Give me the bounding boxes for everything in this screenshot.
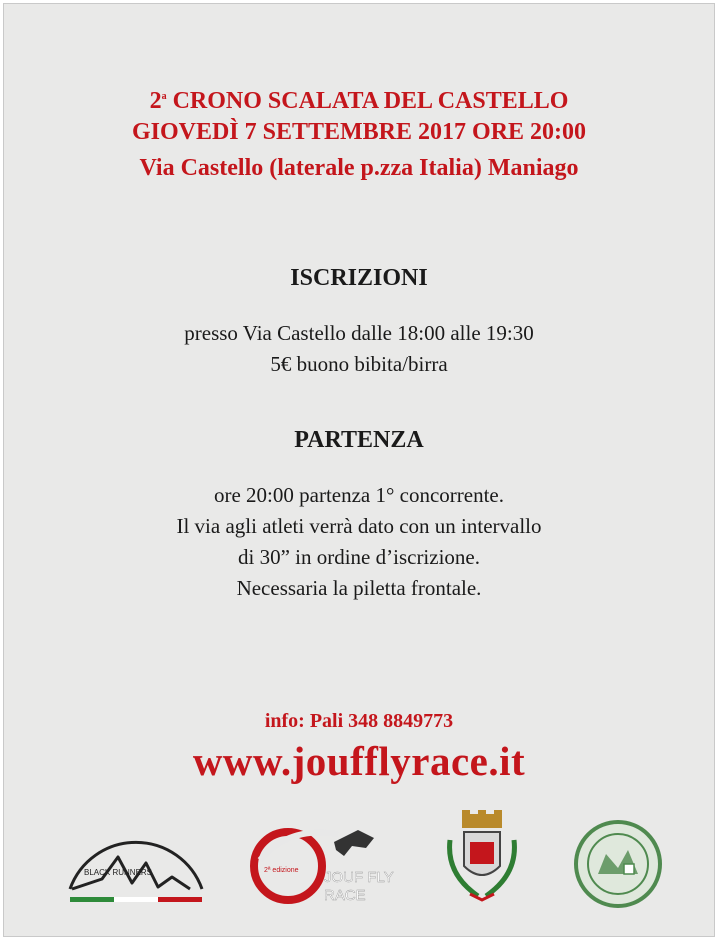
race-text: RACE	[324, 887, 366, 904]
partenza-line: Il via agli atleti verrà dato con un intervallo	[176, 514, 542, 538]
jouf-fly-small-text: 2ª edizione	[264, 867, 299, 874]
flyer-page	[3, 3, 715, 937]
event-title: 2$^a$ CRONO SCALATA DEL CASTELLO	[149, 88, 569, 114]
partenza-line: di 30” in ordine d’iscrizione.	[237, 545, 480, 569]
jouf-fly-text: JOUF FLY	[324, 869, 394, 886]
association-seal	[572, 818, 664, 910]
info-contact: info: Pali 348 8849773	[264, 710, 454, 732]
event-date: GIOVEDÌ 7 SETTEMBRE 2017 ORE 20:00	[131, 119, 587, 145]
website-link[interactable]: www.joufflyrace.it	[192, 738, 526, 784]
maniago-coat-of-arms	[444, 810, 520, 906]
iscrizioni-heading: ISCRIZIONI	[290, 265, 428, 291]
partenza-heading: PARTENZA	[294, 427, 424, 453]
event-location: Via Castello (laterale p.zza Italia) Maniago	[139, 155, 579, 181]
jouf-fly-race-logo	[248, 820, 398, 912]
black-runners-logo	[62, 817, 210, 909]
iscrizioni-line: 5€ buono bibita/birra	[270, 352, 448, 376]
partenza-line: ore 20:00 partenza 1° concorrente.	[213, 483, 504, 507]
partenza-line: Necessaria la piletta frontale.	[236, 576, 482, 600]
iscrizioni-line: presso Via Castello dalle 18:00 alle 19:30	[184, 321, 534, 345]
black-runners-text: BLACK RUNNERS	[84, 868, 153, 877]
